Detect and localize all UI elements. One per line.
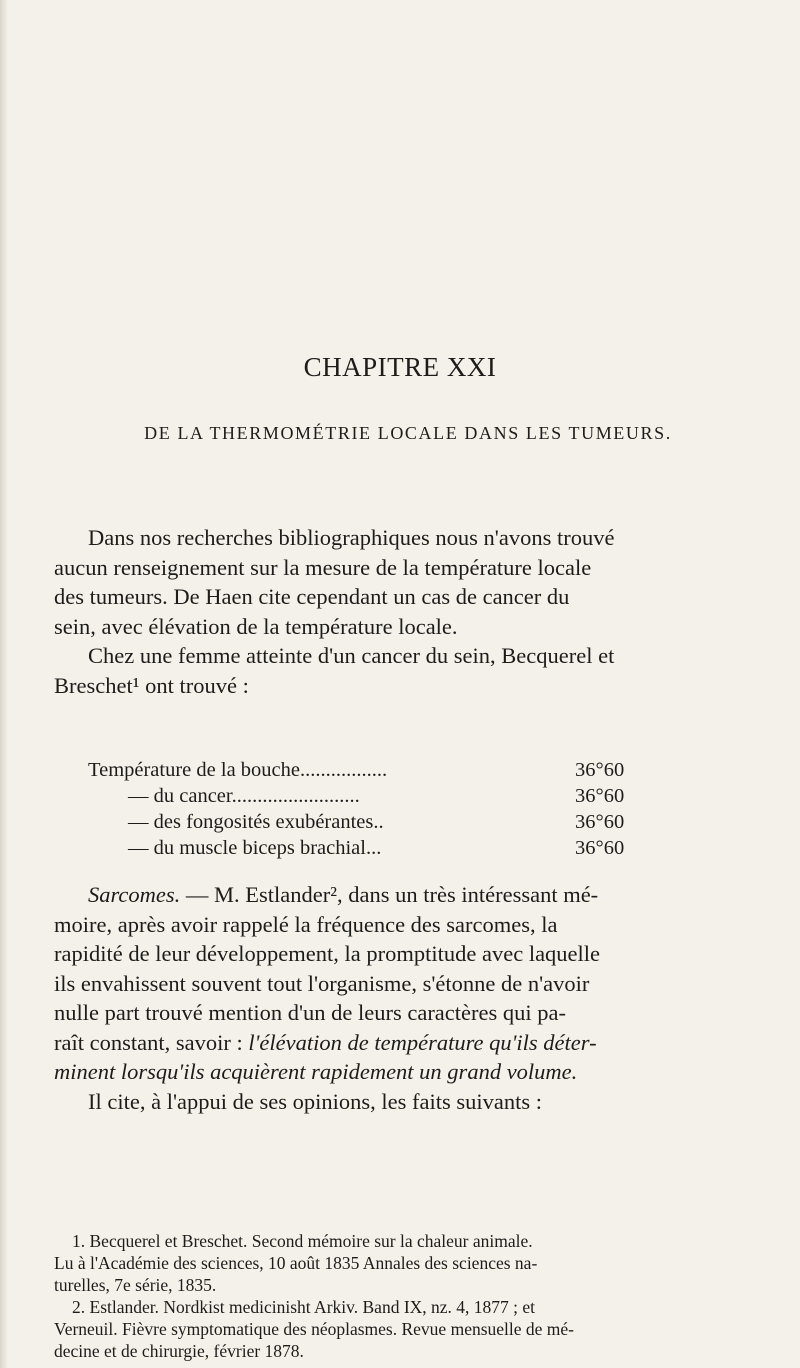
section-heading: Sarcomes. [88, 882, 181, 907]
temperature-value: 36°60 [575, 785, 625, 807]
text-span: raît constant, savoir : [54, 1029, 249, 1055]
text-line: rapidité de leur développement, la promptitude avec laquelle [54, 941, 601, 966]
temperature-value: 36°60 [575, 837, 625, 859]
footnote-line: Lu à l'Académie des sciences, 10 août 1835 Annales des sciences na- [54, 1253, 538, 1273]
emphasis-text: l'élévation de température qu'ils déter- [248, 1029, 597, 1055]
footnote-line: 1. Becquerel et Breschet. Second mémoire sur la chaleur animale. [72, 1231, 533, 1251]
text-line: Breschet¹ ont trouvé : [54, 672, 249, 698]
text-line [54, 880, 742, 910]
temperature-label: Température de la bouche................. [88, 759, 388, 781]
text-line: Chez une femme atteinte d'un cancer du sein, Becquerel et [88, 643, 615, 668]
sarcomes-paragraph [54, 880, 742, 1116]
second-paragraph [54, 641, 742, 700]
emphasis-text: minent lorsqu'ils acquièrent rapidement un grand volume. [54, 1059, 578, 1084]
text-span: — M. Estlander², dans un très intéressant mé- [180, 882, 599, 907]
text-line [54, 1057, 742, 1087]
text-line: moire, après avoir rappelé la fréquence des sarcomes, la [54, 911, 558, 937]
temperature-row [88, 757, 648, 783]
text-line: ils envahissent souvent tout l'organisme, s'étonne de n'avoir [54, 970, 590, 996]
footnotes [54, 1230, 744, 1362]
temperature-table [88, 757, 648, 861]
temperature-value: 36°60 [575, 811, 625, 833]
text-line: sein, avec élévation de la température locale. [54, 613, 458, 639]
footnote-line: 2. Estlander. Nordkist medicinisht Arkiv. Band IX, nz. 4, 1877 ; et [72, 1297, 536, 1317]
text-line [54, 1028, 742, 1058]
temperature-value: 36°60 [575, 759, 625, 781]
footnote-line: turelles, 7e série, 1835. [54, 1275, 217, 1295]
chapter-title: CHAPITRE XXI [303, 352, 497, 382]
temperature-label: — des fongosités exubérantes.. [128, 811, 384, 833]
temperature-row [88, 809, 648, 835]
temperature-row [88, 783, 648, 809]
text-line: Il cite, à l'appui de ses opinions, les faits suivants : [88, 1088, 542, 1114]
temperature-label: — du muscle biceps brachial... [128, 837, 382, 859]
footnote-line: Verneuil. Fièvre symptomatique des néoplasmes. Revue mensuelle de mé- [54, 1319, 575, 1339]
temperature-row [88, 835, 648, 861]
text-line: Dans nos recherches bibliographiques nous n'avons trouvé [88, 525, 615, 550]
text-line: des tumeurs. De Haen cite cependant un cas de cancer du [54, 584, 570, 609]
page-edge-shadow [0, 0, 8, 1368]
footnote-line: decine et de chirurgie, février 1878. [54, 1341, 304, 1361]
text-line: nulle part trouvé mention d'un de leurs caractères qui pa- [54, 1000, 566, 1025]
intro-paragraph [54, 523, 742, 641]
temperature-label: — du cancer......................... [128, 785, 360, 807]
chapter-subtitle: DE LA THERMOMÉTRIE LOCALE DANS LES TUMEURS. [144, 423, 672, 443]
text-line: aucun renseignement sur la mesure de la température locale [54, 554, 592, 580]
